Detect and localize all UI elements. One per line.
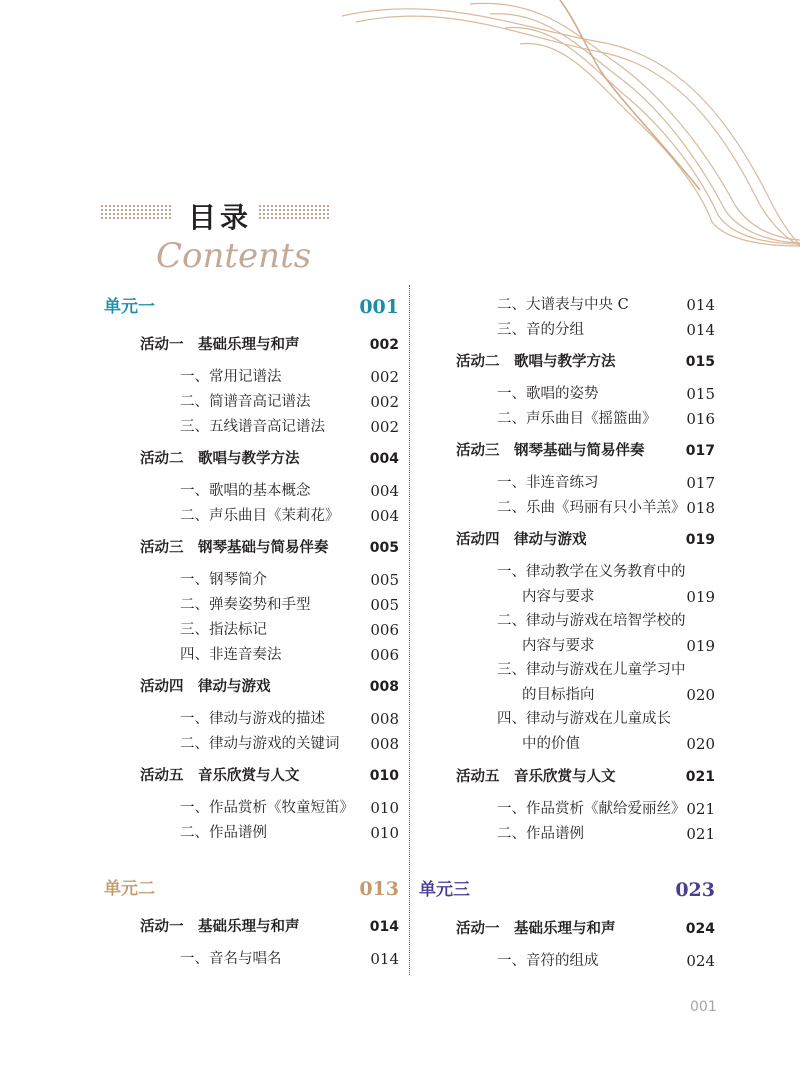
toc-item-entry bbox=[180, 391, 399, 413]
toc-entry-title: 活动五 音乐欣赏与人文 bbox=[456, 769, 616, 785]
toc-unit-heading bbox=[104, 878, 399, 900]
toc-entry-title: 二、声乐曲目《茉莉花》 bbox=[180, 508, 340, 524]
toc-activity-entry bbox=[456, 918, 715, 940]
toc-item-entry bbox=[522, 586, 715, 608]
toc-entry-page: 019 bbox=[686, 588, 715, 606]
toc-subtitle: Contents bbox=[156, 236, 312, 276]
toc-entry-title: 三、音的分组 bbox=[497, 322, 584, 338]
toc-item-entry bbox=[522, 635, 715, 657]
toc-item-entry bbox=[497, 823, 715, 845]
toc-heading bbox=[100, 196, 340, 236]
column-divider bbox=[409, 285, 410, 975]
toc-item-entry bbox=[497, 659, 715, 681]
toc-entry-page: 014 bbox=[370, 950, 399, 968]
toc-entry-title: 一、非连音练习 bbox=[497, 475, 599, 491]
toc-entry-title: 活动四 律动与游戏 bbox=[456, 532, 587, 548]
toc-entry-page: 008 bbox=[370, 710, 399, 728]
heading-dot-ornament-left bbox=[100, 204, 172, 220]
toc-entry-page: 017 bbox=[685, 443, 715, 459]
toc-item-entry bbox=[180, 708, 399, 730]
toc-entry-page: 004 bbox=[370, 482, 399, 500]
toc-entry-page: 002 bbox=[370, 368, 399, 386]
toc-item-entry bbox=[497, 294, 715, 316]
toc-activity-entry bbox=[456, 766, 715, 788]
toc-item-entry bbox=[180, 948, 399, 970]
toc-entry-page: 018 bbox=[686, 499, 715, 517]
toc-entry-title: 二、声乐曲目《摇篮曲》 bbox=[497, 411, 657, 427]
toc-entry-title: 三、五线谱音高记谱法 bbox=[180, 419, 325, 435]
toc-entry-page: 002 bbox=[370, 393, 399, 411]
toc-entry-title: 活动五 音乐欣赏与人文 bbox=[140, 768, 300, 784]
toc-entry-title: 一、律动与游戏的描述 bbox=[180, 711, 325, 727]
toc-item-entry bbox=[180, 416, 399, 438]
toc-entry-title: 一、作品赏析《牧童短笛》 bbox=[180, 800, 354, 816]
toc-item-entry bbox=[497, 472, 715, 494]
toc-entry-title: 三、指法标记 bbox=[180, 622, 267, 638]
toc-entry-page: 024 bbox=[686, 952, 715, 970]
toc-entry-title: 一、歌唱的基本概念 bbox=[180, 483, 311, 499]
toc-entry-page: 005 bbox=[370, 571, 399, 589]
toc-entry-title: 二、乐曲《玛丽有只小羊羔》 bbox=[497, 500, 686, 516]
toc-item-entry bbox=[180, 822, 399, 844]
toc-item-entry bbox=[180, 366, 399, 388]
toc-entry-page: 023 bbox=[675, 879, 715, 901]
toc-entry-page: 014 bbox=[686, 321, 715, 339]
toc-entry-title: 二、简谱音高记谱法 bbox=[180, 394, 311, 410]
toc-activity-entry bbox=[140, 334, 399, 356]
toc-entry-title: 二、作品谱例 bbox=[180, 825, 267, 841]
toc-item-entry bbox=[180, 619, 399, 641]
toc-entry-page: 019 bbox=[686, 637, 715, 655]
toc-item-entry bbox=[497, 319, 715, 341]
toc-item-entry bbox=[180, 480, 399, 502]
toc-activity-entry bbox=[140, 448, 399, 470]
toc-title: 目录 bbox=[188, 201, 253, 234]
toc-entry-title: 一、音符的组成 bbox=[497, 953, 599, 969]
toc-entry-title: 四、律动与游戏在儿童成长 bbox=[497, 711, 671, 727]
toc-entry-page: 014 bbox=[686, 296, 715, 314]
toc-entry-title: 一、音名与唱名 bbox=[180, 951, 282, 967]
toc-entry-title: 活动一 基础乐理与和声 bbox=[140, 337, 300, 353]
toc-entry-page: 014 bbox=[369, 919, 399, 935]
toc-entry-title: 活动一 基础乐理与和声 bbox=[140, 919, 300, 935]
toc-entry-page: 002 bbox=[370, 418, 399, 436]
toc-activity-entry bbox=[456, 351, 715, 373]
toc-unit-heading bbox=[104, 296, 399, 318]
toc-entry-title: 单元一 bbox=[104, 297, 155, 317]
toc-entry-title: 内容与要求 bbox=[522, 638, 595, 654]
toc-item-entry bbox=[497, 383, 715, 405]
toc-entry-title: 的目标指向 bbox=[522, 687, 595, 703]
toc-entry-title: 活动二 歌唱与教学方法 bbox=[456, 354, 616, 370]
toc-entry-title: 一、常用记谱法 bbox=[180, 369, 282, 385]
toc-entry-title: 一、钢琴简介 bbox=[180, 572, 267, 588]
toc-entry-title: 三、律动与游戏在儿童学习中 bbox=[497, 662, 686, 678]
toc-item-entry bbox=[522, 733, 715, 755]
toc-entry-page: 013 bbox=[359, 878, 399, 900]
heading-dot-ornament-right bbox=[258, 204, 330, 220]
toc-item-entry bbox=[522, 684, 715, 706]
toc-entry-title: 二、律动与游戏的关键词 bbox=[180, 736, 340, 752]
toc-entry-title: 一、作品赏析《献给爱丽丝》 bbox=[497, 801, 686, 817]
toc-item-entry bbox=[497, 950, 715, 972]
toc-entry-page: 024 bbox=[685, 921, 715, 937]
toc-entry-title: 一、律动教学在义务教育中的 bbox=[497, 564, 686, 580]
toc-entry-page: 021 bbox=[685, 769, 715, 785]
toc-entry-page: 006 bbox=[370, 646, 399, 664]
toc-entry-page: 010 bbox=[370, 824, 399, 842]
toc-item-entry bbox=[497, 561, 715, 583]
toc-entry-title: 中的价值 bbox=[522, 736, 580, 752]
toc-entry-page: 019 bbox=[685, 532, 715, 548]
toc-entry-page: 017 bbox=[686, 474, 715, 492]
toc-item-entry bbox=[180, 569, 399, 591]
toc-entry-title: 单元二 bbox=[104, 879, 155, 899]
toc-entry-page: 010 bbox=[370, 799, 399, 817]
toc-activity-entry bbox=[140, 765, 399, 787]
toc-entry-title: 四、非连音奏法 bbox=[180, 647, 282, 663]
toc-activity-entry bbox=[140, 676, 399, 698]
toc-entry-title: 活动二 歌唱与教学方法 bbox=[140, 451, 300, 467]
toc-item-entry bbox=[180, 797, 399, 819]
toc-entry-title: 活动三 钢琴基础与简易伴奏 bbox=[456, 443, 645, 459]
toc-entry-page: 002 bbox=[369, 337, 399, 353]
toc-entry-page: 010 bbox=[369, 768, 399, 784]
toc-activity-entry bbox=[140, 916, 399, 938]
toc-entry-page: 005 bbox=[370, 596, 399, 614]
toc-entry-page: 020 bbox=[686, 686, 715, 704]
toc-entry-page: 006 bbox=[370, 621, 399, 639]
toc-item-entry bbox=[180, 644, 399, 666]
toc-entry-page: 021 bbox=[686, 825, 715, 843]
toc-entry-title: 一、歌唱的姿势 bbox=[497, 386, 599, 402]
toc-entry-page: 004 bbox=[370, 507, 399, 525]
toc-entry-title: 二、弹奏姿势和手型 bbox=[180, 597, 311, 613]
toc-entry-title: 内容与要求 bbox=[522, 589, 595, 605]
toc-entry-title: 二、大谱表与中央 C bbox=[497, 297, 629, 313]
toc-entry-page: 008 bbox=[369, 679, 399, 695]
toc-unit-heading bbox=[419, 879, 715, 901]
toc-entry-page: 005 bbox=[369, 540, 399, 556]
toc-entry-title: 单元三 bbox=[419, 880, 470, 900]
toc-item-entry bbox=[497, 708, 715, 730]
toc-item-entry bbox=[180, 594, 399, 616]
toc-item-entry bbox=[180, 733, 399, 755]
toc-item-entry bbox=[497, 798, 715, 820]
toc-entry-page: 021 bbox=[686, 800, 715, 818]
toc-item-entry bbox=[497, 408, 715, 430]
toc-entry-title: 活动一 基础乐理与和声 bbox=[456, 921, 616, 937]
toc-activity-entry bbox=[140, 537, 399, 559]
toc-entry-page: 008 bbox=[370, 735, 399, 753]
toc-item-entry bbox=[180, 505, 399, 527]
toc-entry-page: 001 bbox=[359, 296, 399, 318]
toc-activity-entry bbox=[456, 529, 715, 551]
toc-entry-title: 二、律动与游戏在培智学校的 bbox=[497, 613, 686, 629]
toc-entry-page: 020 bbox=[686, 735, 715, 753]
toc-entry-title: 活动四 律动与游戏 bbox=[140, 679, 271, 695]
toc-item-entry bbox=[497, 610, 715, 632]
toc-entry-page: 004 bbox=[369, 451, 399, 467]
toc-entry-title: 活动三 钢琴基础与简易伴奏 bbox=[140, 540, 329, 556]
page-number: 001 bbox=[690, 999, 717, 1015]
toc-entry-title: 二、作品谱例 bbox=[497, 826, 584, 842]
toc-entry-page: 016 bbox=[686, 410, 715, 428]
toc-activity-entry bbox=[456, 440, 715, 462]
toc-item-entry bbox=[497, 497, 715, 519]
toc-entry-page: 015 bbox=[686, 385, 715, 403]
toc-entry-page: 015 bbox=[685, 354, 715, 370]
